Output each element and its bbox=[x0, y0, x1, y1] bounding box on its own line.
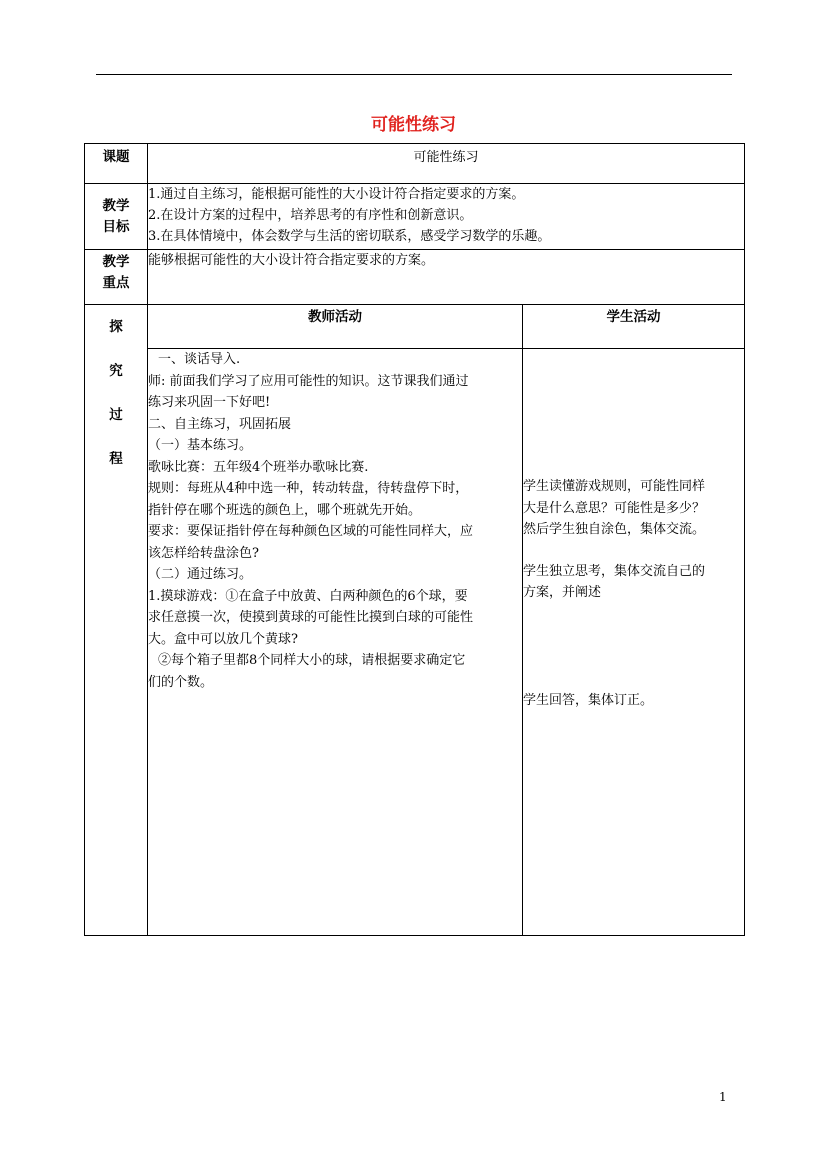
teacher-line: 求任意摸一次，使摸到黄球的可能性比摸到白球的可能性 bbox=[148, 610, 474, 625]
lesson-plan-table bbox=[84, 143, 745, 936]
teacher-line: 规则：每班从4种中选一种，转动转盘，待转盘停下时， bbox=[148, 481, 469, 496]
student-line: 方案，并阐述 bbox=[523, 585, 602, 600]
teacher-line: 二、自主练习，巩固拓展 bbox=[148, 416, 292, 432]
student-line: 大是什么意思？可能性是多少？ bbox=[523, 500, 706, 516]
key-point-cell bbox=[148, 250, 745, 305]
process-header-row bbox=[85, 305, 745, 349]
key-point-label: 教学 重点 bbox=[85, 250, 148, 305]
teacher-line: 该怎样给转盘涂色? bbox=[148, 545, 259, 561]
page-number: 1 bbox=[719, 1090, 727, 1104]
student-line: 学生回答，集体订正。 bbox=[523, 692, 654, 708]
teacher-line: 大。盒中可以放几个黄球? bbox=[148, 631, 298, 647]
teacher-line: 一、谈话导入. bbox=[158, 352, 241, 367]
objectives-cell bbox=[148, 184, 745, 250]
topic-value-cell bbox=[148, 144, 745, 184]
teacher-activity-header: 教师活动 bbox=[148, 305, 523, 349]
topic-label: 课题 bbox=[85, 144, 148, 184]
teacher-line: （二）通过练习。 bbox=[148, 567, 253, 582]
document-title: 可能性练习 bbox=[371, 115, 456, 135]
header-rule bbox=[96, 74, 732, 75]
key-point-value: 能够根据可能性的大小设计符合指定要求的方案。 bbox=[148, 253, 435, 268]
objective-item: 1.通过自主练习，能根据可能性的大小设计符合指定要求的方案。 bbox=[148, 187, 525, 202]
objective-item: 3.在具体情境中，体会数学与生活的密切联系，感受学习数学的乐趣。 bbox=[148, 229, 551, 244]
teacher-line: 们的个数。 bbox=[148, 674, 214, 690]
student-line: 然后学生独自涂色，集体交流。 bbox=[523, 522, 706, 537]
student-activity-header: 学生活动 bbox=[523, 305, 745, 349]
teacher-activity-cell bbox=[148, 349, 523, 936]
key-point-row bbox=[85, 250, 745, 305]
topic-row bbox=[85, 144, 745, 184]
objective-item: 2.在设计方案的过程中，培养思考的有序性和创新意识。 bbox=[148, 208, 473, 223]
student-line: 学生读懂游戏规则，可能性同样 bbox=[523, 479, 706, 494]
process-content-row bbox=[85, 349, 745, 936]
teacher-line: 师: 前面我们学习了应用可能性的知识。这节课我们通过 bbox=[148, 373, 469, 389]
teacher-line: 歌咏比赛：五年级4个班举办歌咏比赛. bbox=[148, 459, 369, 475]
process-label: 探 究 过 程 bbox=[85, 305, 148, 936]
teacher-line: （一）基本练习。 bbox=[148, 438, 253, 453]
teacher-line: 要求：要保证指针停在每种颜色区域的可能性同样大，应 bbox=[148, 524, 474, 539]
teacher-line: 练习来巩固一下好吧! bbox=[148, 395, 271, 410]
teacher-line: 1.摸球游戏：①在盒子中放黄、白两种颜色的6个球，要 bbox=[148, 588, 468, 604]
student-activity-cell bbox=[523, 349, 745, 936]
objectives-row bbox=[85, 184, 745, 250]
objectives-label: 教学 目标 bbox=[85, 184, 148, 250]
student-line: 学生独立思考，集体交流自己的 bbox=[523, 563, 706, 579]
teacher-line: 指针停在哪个班选的颜色上，哪个班就先开始。 bbox=[148, 502, 422, 518]
topic-value: 可能性练习 bbox=[413, 150, 479, 165]
teacher-line: ②每个箱子里都8个同样大小的球，请根据要求确定它 bbox=[158, 653, 466, 668]
